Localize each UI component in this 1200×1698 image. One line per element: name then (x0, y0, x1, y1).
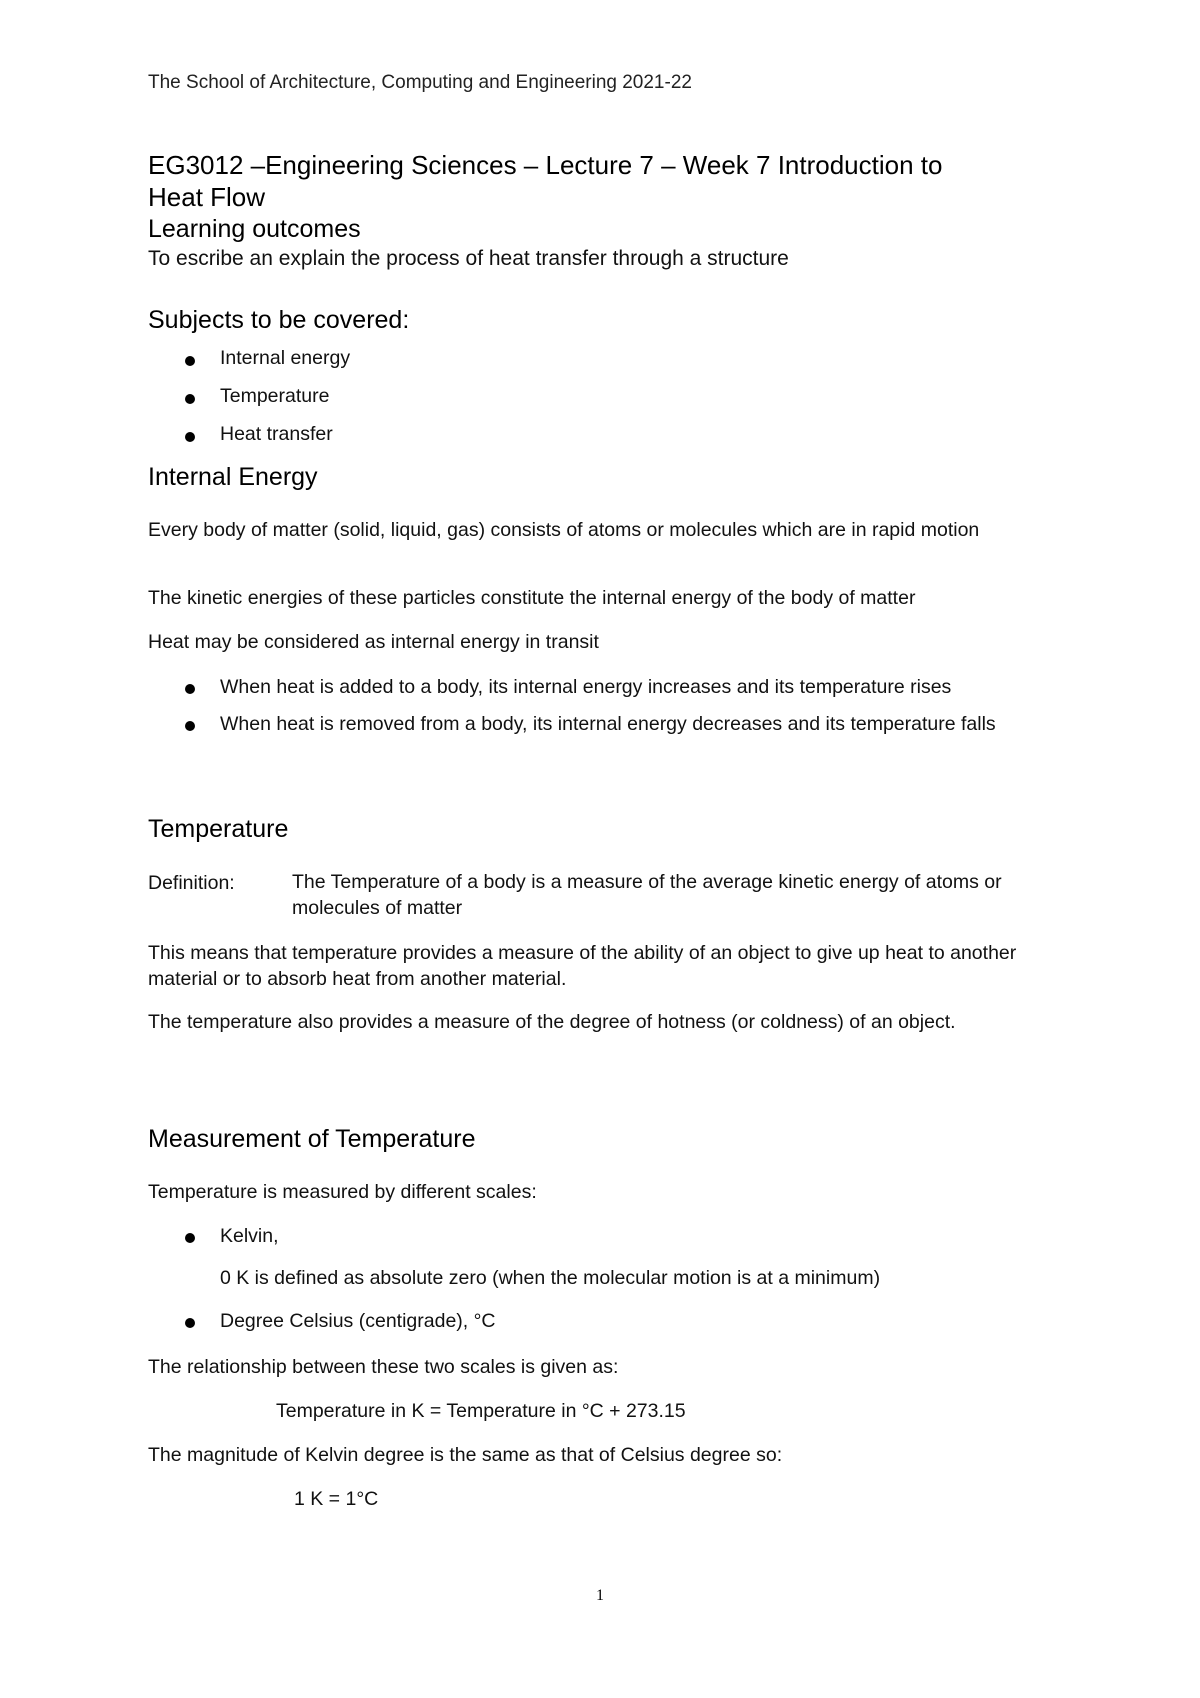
title-line-1: EG3012 –Engineering Sciences – Lecture 7 – Week 7 Introduction to (148, 150, 943, 180)
kelvin-item: Kelvin, (220, 1225, 279, 1247)
relationship-text: The relationship between these two scales is given as: (148, 1356, 619, 1378)
subject-item: Heat transfer (220, 423, 333, 445)
temperature-paragraph-2: The temperature also provides a measure of the degree of hotness (or coldness) of an object. (148, 1011, 956, 1033)
definition-text: The Temperature of a body is a measure of the average kinetic energy of atoms or molecules of matter (292, 871, 1002, 919)
magnitude-text: The magnitude of Kelvin degree is the same as that of Celsius degree so: (148, 1444, 783, 1466)
learning-outcomes-text: To escribe an explain the process of heat transfer through a structure (148, 247, 789, 270)
bullet-icon (185, 356, 195, 366)
temperature-paragraph-1: This means that temperature provides a measure of the ability of an object to give up heat to another material or to absorb heat from another material. (148, 942, 1017, 990)
measurement-intro: Temperature is measured by different scales: (148, 1181, 537, 1203)
subject-item: Internal energy (220, 347, 351, 369)
bullet-icon (185, 721, 195, 731)
conversion-formula: Temperature in K = Temperature in °C + 273.15 (276, 1400, 686, 1422)
bullet-icon (185, 394, 195, 404)
celsius-item: Degree Celsius (centigrade), °C (220, 1310, 496, 1332)
internal-energy-heading: Internal Energy (148, 463, 318, 491)
page-header: The School of Architecture, Computing and Engineering 2021-22 (148, 72, 692, 93)
learning-outcomes-heading: Learning outcomes (148, 215, 361, 243)
bullet-icon (185, 432, 195, 442)
internal-energy-paragraph-2: The kinetic energies of these particles constitute the internal energy of the body of matter (148, 587, 916, 609)
measurement-heading: Measurement of Temperature (148, 1125, 476, 1153)
bullet-icon (185, 1318, 195, 1328)
subjects-heading: Subjects to be covered: (148, 306, 410, 334)
internal-energy-paragraph-3: Heat may be considered as internal energy in transit (148, 631, 599, 653)
internal-energy-paragraph-1: Every body of matter (solid, liquid, gas) consists of atoms or molecules which are in rapid motion (148, 519, 980, 541)
page-number: 1 (596, 1587, 604, 1604)
bullet-icon (185, 684, 195, 694)
bullet-icon (185, 1233, 195, 1243)
subject-item: Temperature (220, 385, 330, 407)
internal-energy-bullet: When heat is added to a body, its internal energy increases and its temperature rises (220, 676, 952, 698)
title-line-2: Heat Flow (148, 182, 266, 212)
definition-label: Definition: (148, 872, 235, 894)
internal-energy-bullet: When heat is removed from a body, its internal energy decreases and its temperature falls (220, 713, 996, 735)
temperature-heading: Temperature (148, 815, 289, 843)
kelvin-note: 0 K is defined as absolute zero (when the molecular motion is at a minimum) (220, 1267, 881, 1289)
unit-equality: 1 K = 1°C (294, 1488, 379, 1510)
